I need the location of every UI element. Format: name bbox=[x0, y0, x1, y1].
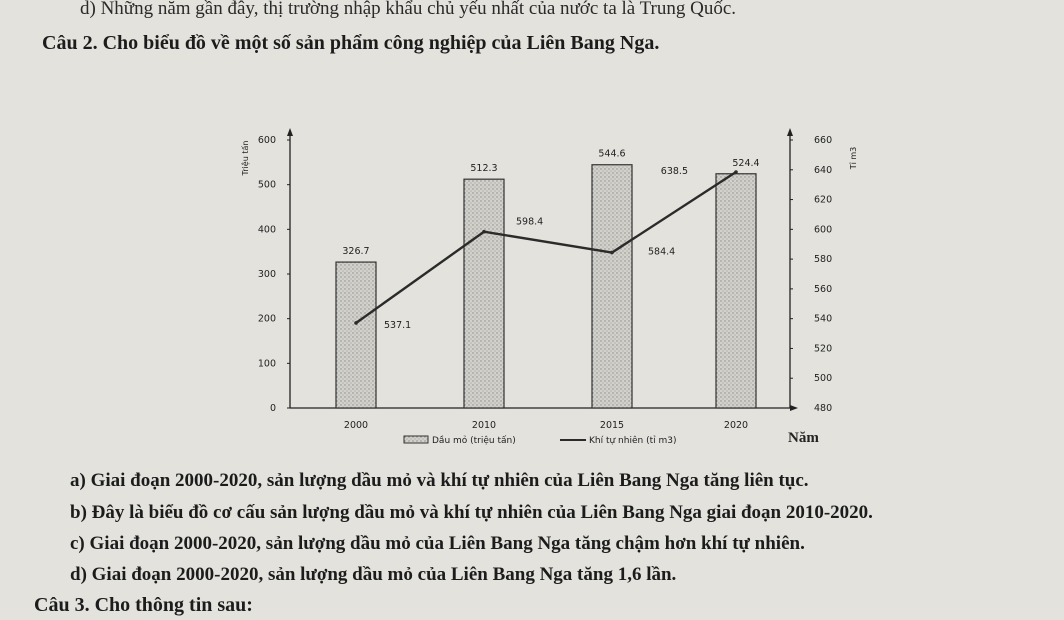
option-d: d) Giai đoạn 2000-2020, sản lượng dầu mỏ của Liên Bang Nga tăng 1,6 lần. bbox=[70, 564, 677, 585]
bar-value-label: 326.7 bbox=[342, 246, 370, 258]
line-series bbox=[354, 170, 738, 325]
gas-point-2020 bbox=[734, 170, 738, 174]
chart-axes bbox=[240, 128, 858, 446]
right-tick-label: 580 bbox=[814, 254, 833, 266]
option-b: b) Đây là biểu đồ cơ cấu sản lượng dầu mỏ và khí tự nhiên của Liên Bang Nga giai đoạn 2010-2020. bbox=[70, 502, 873, 523]
gas-point-2010 bbox=[482, 230, 486, 234]
left-tick-label: 600 bbox=[257, 135, 276, 146]
legend-bar-swatch bbox=[404, 436, 428, 443]
x-tick-label: 2010 bbox=[471, 420, 497, 431]
previous-question-line: d) Những năm gần đây, thị trường nhập khẩu chủ yếu nhất của nước ta là Trung Quốc. bbox=[80, 0, 737, 19]
left-tick-label: 400 bbox=[257, 224, 276, 236]
left-tick-label: 500 bbox=[257, 179, 276, 191]
chart-legend bbox=[404, 435, 676, 446]
left-axis-title: Triệu tấn bbox=[241, 140, 250, 176]
right-tick-label: 540 bbox=[814, 313, 833, 325]
bar-value-label: 544.6 bbox=[598, 148, 626, 160]
legend-bar-label: Dầu mỏ (triệu tấn) bbox=[432, 436, 516, 446]
right-tick-label: 600 bbox=[814, 224, 833, 236]
left-axis-arrow bbox=[287, 128, 293, 136]
right-tick-label: 480 bbox=[814, 403, 833, 414]
bar-2020 bbox=[716, 174, 756, 408]
right-tick-label: 620 bbox=[814, 194, 833, 206]
gas-point-2015 bbox=[610, 251, 614, 255]
bar-2000 bbox=[336, 262, 376, 408]
option-a: a) Giai đoạn 2000-2020, sản lượng dầu mỏ và khí tự nhiên của Liên Bang Nga tăng liên tục. bbox=[70, 470, 809, 491]
gas-line bbox=[356, 172, 736, 323]
right-tick-label: 520 bbox=[814, 343, 833, 355]
line-value-label: 537.1 bbox=[384, 319, 412, 331]
x-tick-label: 2000 bbox=[343, 420, 369, 431]
right-tick-label: 640 bbox=[814, 164, 833, 176]
right-axis-arrow bbox=[787, 128, 793, 136]
x-tick-label: 2015 bbox=[599, 420, 625, 431]
right-axis-title: Tỉ m3 bbox=[849, 146, 858, 170]
right-tick-label: 660 bbox=[814, 135, 833, 146]
left-tick-label: 0 bbox=[269, 403, 276, 414]
left-tick-label: 200 bbox=[257, 313, 276, 325]
line-value-label: 584.4 bbox=[648, 246, 676, 258]
bar-value-label: 524.4 bbox=[732, 157, 760, 169]
data-labels bbox=[342, 149, 759, 331]
right-tick-label: 560 bbox=[814, 283, 833, 295]
left-tick-label: 100 bbox=[257, 358, 276, 370]
option-c: c) Giai đoạn 2000-2020, sản lượng dầu mỏ của Liên Bang Nga tăng chậm hơn khí tự nhiên. bbox=[70, 533, 805, 554]
legend-line-label: Khí tự nhiên (tỉ m3) bbox=[589, 436, 677, 446]
x-axis-title: Năm bbox=[788, 430, 819, 446]
question-2-title: Câu 2. Cho biểu đồ về một số sản phẩm công nghiệp của Liên Bang Nga. bbox=[42, 32, 660, 54]
bar-2010 bbox=[464, 179, 504, 408]
line-value-label: 638.5 bbox=[660, 166, 688, 178]
left-tick-label: 300 bbox=[257, 269, 276, 280]
question-3-title: Câu 3. Cho thông tin sau: bbox=[34, 594, 253, 616]
line-value-label: 598.4 bbox=[516, 216, 544, 228]
bar-2015 bbox=[592, 165, 632, 408]
right-tick-label: 500 bbox=[814, 373, 833, 385]
x-tick-label: 2020 bbox=[723, 420, 749, 431]
bar-value-label: 512.3 bbox=[470, 163, 498, 175]
gas-point-2000 bbox=[354, 321, 358, 325]
